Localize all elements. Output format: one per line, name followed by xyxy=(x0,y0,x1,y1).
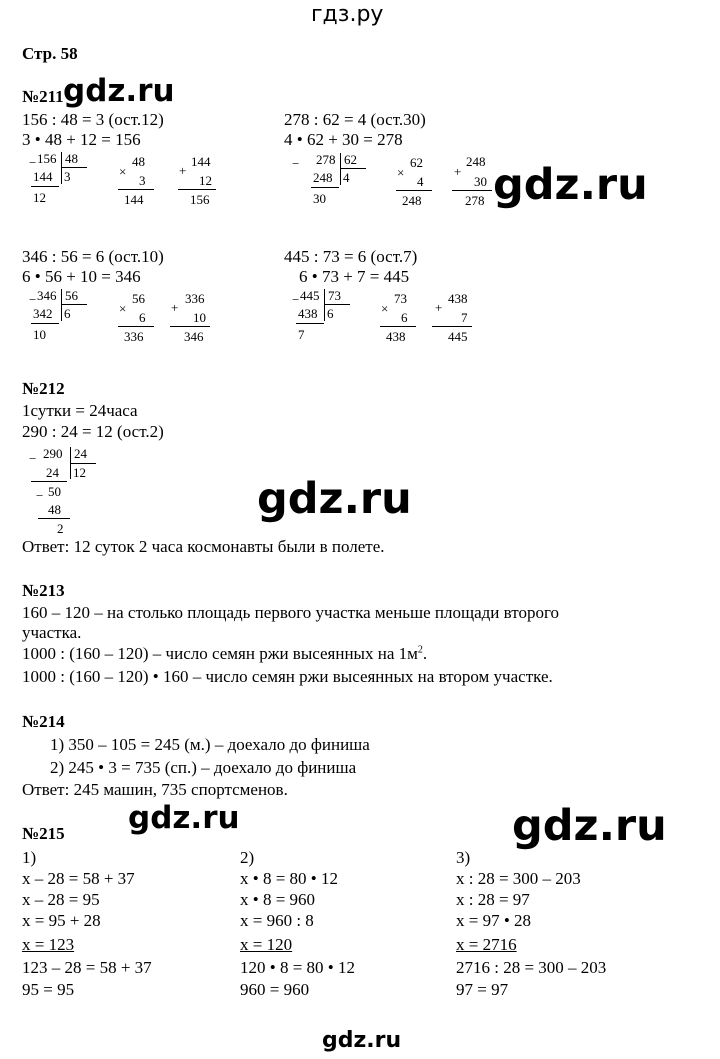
equation: 445 : 73 = 6 (ост.7) xyxy=(284,247,418,266)
equation: x : 28 = 300 – 203 xyxy=(456,869,581,888)
equation: x = 95 + 28 xyxy=(22,911,101,930)
check-equation: 3 • 48 + 12 = 156 xyxy=(22,130,141,149)
watermark: gdz.ru xyxy=(63,73,175,109)
text-line: участка. xyxy=(22,623,82,642)
watermark: gdz.ru xyxy=(512,801,667,851)
answer: Ответ: 245 машин, 735 спортсменов. xyxy=(22,780,288,799)
check-equation: 120 • 8 = 80 • 12 xyxy=(240,958,355,977)
equation: x – 28 = 95 xyxy=(22,890,100,909)
page-number: Стр. 58 xyxy=(22,44,78,63)
task-number-215: №215 xyxy=(22,824,65,843)
equation: x • 8 = 80 • 12 xyxy=(240,869,338,888)
equation-result: x = 120 xyxy=(240,935,293,954)
check-equation: 97 = 97 xyxy=(456,980,509,999)
check-equation: 960 = 960 xyxy=(240,980,310,999)
watermark: gdz.ru xyxy=(493,160,648,210)
check-equation: 2716 : 28 = 300 – 203 xyxy=(456,958,607,977)
equation: 346 : 56 = 6 (ост.10) xyxy=(22,247,164,266)
equation: x – 28 = 58 + 37 xyxy=(22,869,135,888)
equation-result: x = 123 xyxy=(22,935,75,954)
text-line: 2) 245 • 3 = 735 (сп.) – доехало до финиша xyxy=(50,758,357,777)
watermark: gdz.ru xyxy=(257,474,412,524)
site-title: гдз.ру xyxy=(311,2,384,27)
equation: x : 28 = 97 xyxy=(456,890,530,909)
equation-result: x = 2716 xyxy=(456,935,517,954)
equation: 278 : 62 = 4 (ост.30) xyxy=(284,110,426,129)
equation: 156 : 48 = 3 (ост.12) xyxy=(22,110,164,129)
watermark: gdz.ru xyxy=(128,800,240,836)
text-line: 160 – 120 – на столько площадь первого участка меньше площади второго xyxy=(22,603,560,622)
check-equation: 95 = 95 xyxy=(22,980,75,999)
text-line: 1сутки = 24часа xyxy=(22,401,138,420)
equation: x = 97 • 28 xyxy=(456,911,532,930)
task-number-213: №213 xyxy=(22,581,65,600)
equation: x = 960 : 8 xyxy=(240,911,314,930)
answer: Ответ: 12 суток 2 часа космонавты были в полете. xyxy=(22,537,385,556)
task-number-214: №214 xyxy=(22,712,65,731)
check-equation: 123 – 28 = 58 + 37 xyxy=(22,958,152,977)
equation: 290 : 24 = 12 (ост.2) xyxy=(22,422,164,441)
check-equation: 4 • 62 + 30 = 278 xyxy=(284,130,403,149)
task-number-212: №212 xyxy=(22,379,65,398)
equation-label: 3) xyxy=(456,848,471,867)
task-number-211: №211 xyxy=(22,87,64,106)
text-line: 1000 : (160 – 120) – число семян ржи высеянных на $1м^2$. xyxy=(22,644,428,663)
equation-label: 2) xyxy=(240,848,255,867)
check-equation: 6 • 73 + 7 = 445 xyxy=(299,267,410,286)
text-line: 1000 : (160 – 120) • 160 – число семян ржи высеянных на втором участке. xyxy=(22,667,553,686)
watermark: gdz.ru xyxy=(322,1028,402,1053)
equation: x • 8 = 960 xyxy=(240,890,316,909)
check-equation: 6 • 56 + 10 = 346 xyxy=(22,267,141,286)
equation-label: 1) xyxy=(22,848,37,867)
text-line: 1) 350 – 105 = 245 (м.) – доехало до финиша xyxy=(50,735,370,754)
